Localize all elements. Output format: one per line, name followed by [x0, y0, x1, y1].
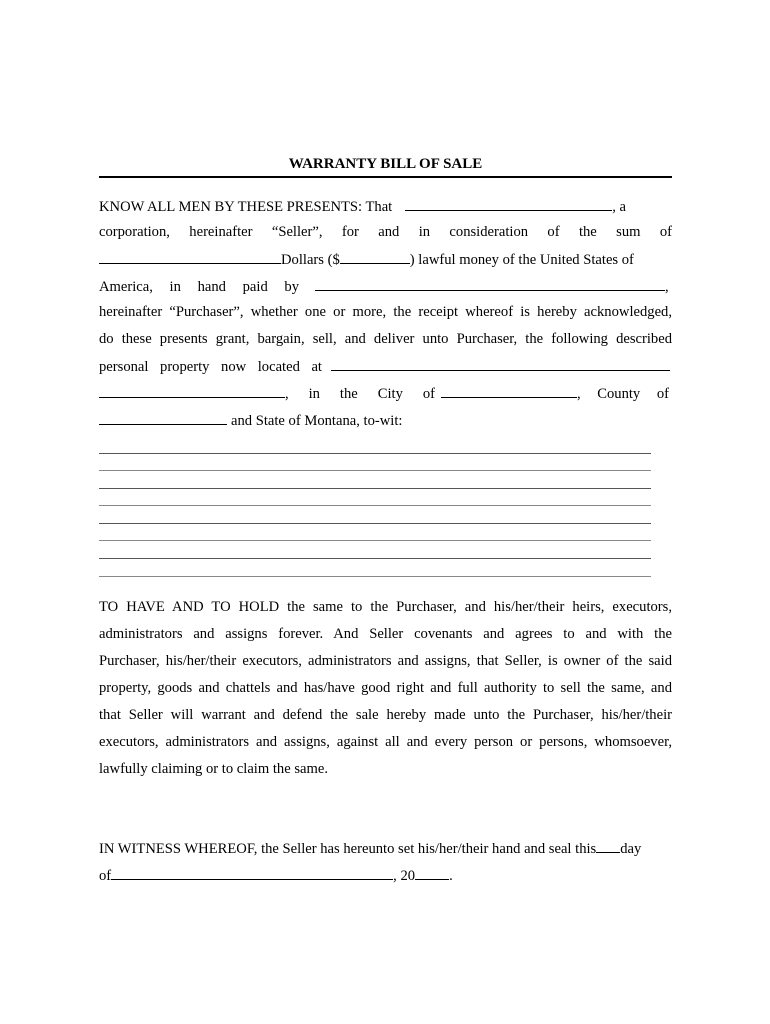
- para2-line1: TO HAVE AND TO HOLD the same to the Purchaser, and his/her/their heirs, executors,: [99, 599, 672, 615]
- lawful-money-text: ) lawful money of the United States of: [409, 252, 634, 268]
- para2-line2: administrators and assigns forever. And Seller covenants and agrees to and with the: [99, 626, 672, 642]
- month-field[interactable]: [111, 865, 393, 880]
- description-line-6[interactable]: [99, 540, 651, 541]
- para1-line6: do these presents grant, bargain, sell, and deliver unto Purchaser, the following described: [99, 331, 672, 347]
- county-field[interactable]: [99, 410, 227, 425]
- dollars-text: Dollars ($: [281, 252, 340, 268]
- para1-line4: [99, 276, 672, 296]
- para2-line3: Purchaser, his/her/their executors, administrators and assigns, that Seller, is owner of the said: [99, 653, 672, 669]
- witness-text: IN WITNESS WHEREOF, the Seller has hereunto set his/her/their hand and seal this: [99, 841, 597, 857]
- para2-line7: lawfully claiming or to claim the same.: [99, 761, 328, 777]
- para1-line8: [99, 383, 672, 403]
- para1-line9: [99, 410, 672, 430]
- know-all-men-text: KNOW ALL MEN BY THESE PRESENTS: That: [99, 199, 393, 215]
- seller-name-field[interactable]: [405, 196, 612, 211]
- county-of-text: , County of: [577, 386, 669, 402]
- comma-text: ,: [665, 279, 669, 295]
- page-title: WARRANTY BILL OF SALE: [99, 156, 672, 178]
- witness-line1: [99, 838, 672, 858]
- para2-line6: executors, administrators and assigns, against all and every person or persons, whomsoever,: [99, 734, 672, 750]
- address-field[interactable]: [99, 383, 285, 398]
- america-paid-text: America, in hand paid by: [99, 279, 299, 295]
- year-prefix-text: , 20: [393, 868, 416, 884]
- description-line-3[interactable]: [99, 488, 651, 489]
- para1-line3: [99, 249, 672, 269]
- located-at-text: personal property now located at: [99, 359, 322, 375]
- description-line-2[interactable]: [99, 470, 651, 471]
- location-field[interactable]: [331, 356, 670, 371]
- state-text: and State of Montana, to-wit:: [231, 413, 403, 429]
- description-line-5[interactable]: [99, 523, 651, 524]
- period-text: .: [449, 868, 453, 884]
- para1-line2: corporation, hereinafter “Seller”, for and in consideration of the sum of: [99, 224, 672, 240]
- description-line-7[interactable]: [99, 558, 651, 559]
- of-text: of: [99, 868, 112, 884]
- description-line-1[interactable]: [99, 453, 651, 454]
- amount-words-field[interactable]: [99, 249, 281, 264]
- day-text: day: [620, 841, 642, 857]
- amount-number-field[interactable]: [340, 249, 410, 264]
- day-field[interactable]: [596, 838, 620, 853]
- description-line-8[interactable]: [99, 576, 651, 577]
- description-line-4[interactable]: [99, 505, 651, 506]
- para1-line5: hereinafter “Purchaser”, whether one or more, the receipt whereof is hereby acknowledged,: [99, 304, 672, 320]
- comma-a-text: , a: [612, 199, 627, 215]
- year-field[interactable]: [415, 865, 449, 880]
- purchaser-name-field[interactable]: [315, 276, 665, 291]
- para1-line1: [99, 196, 672, 216]
- city-of-text: , in the City of: [285, 386, 435, 402]
- para1-line7: [99, 356, 672, 376]
- para2-line4: property, goods and chattels and has/have good right and full authority to sell the same, and: [99, 680, 672, 696]
- witness-line2: [99, 865, 672, 885]
- city-field[interactable]: [441, 383, 577, 398]
- para2-line5: that Seller will warrant and defend the sale hereby made unto the Purchaser, his/her/their: [99, 707, 672, 723]
